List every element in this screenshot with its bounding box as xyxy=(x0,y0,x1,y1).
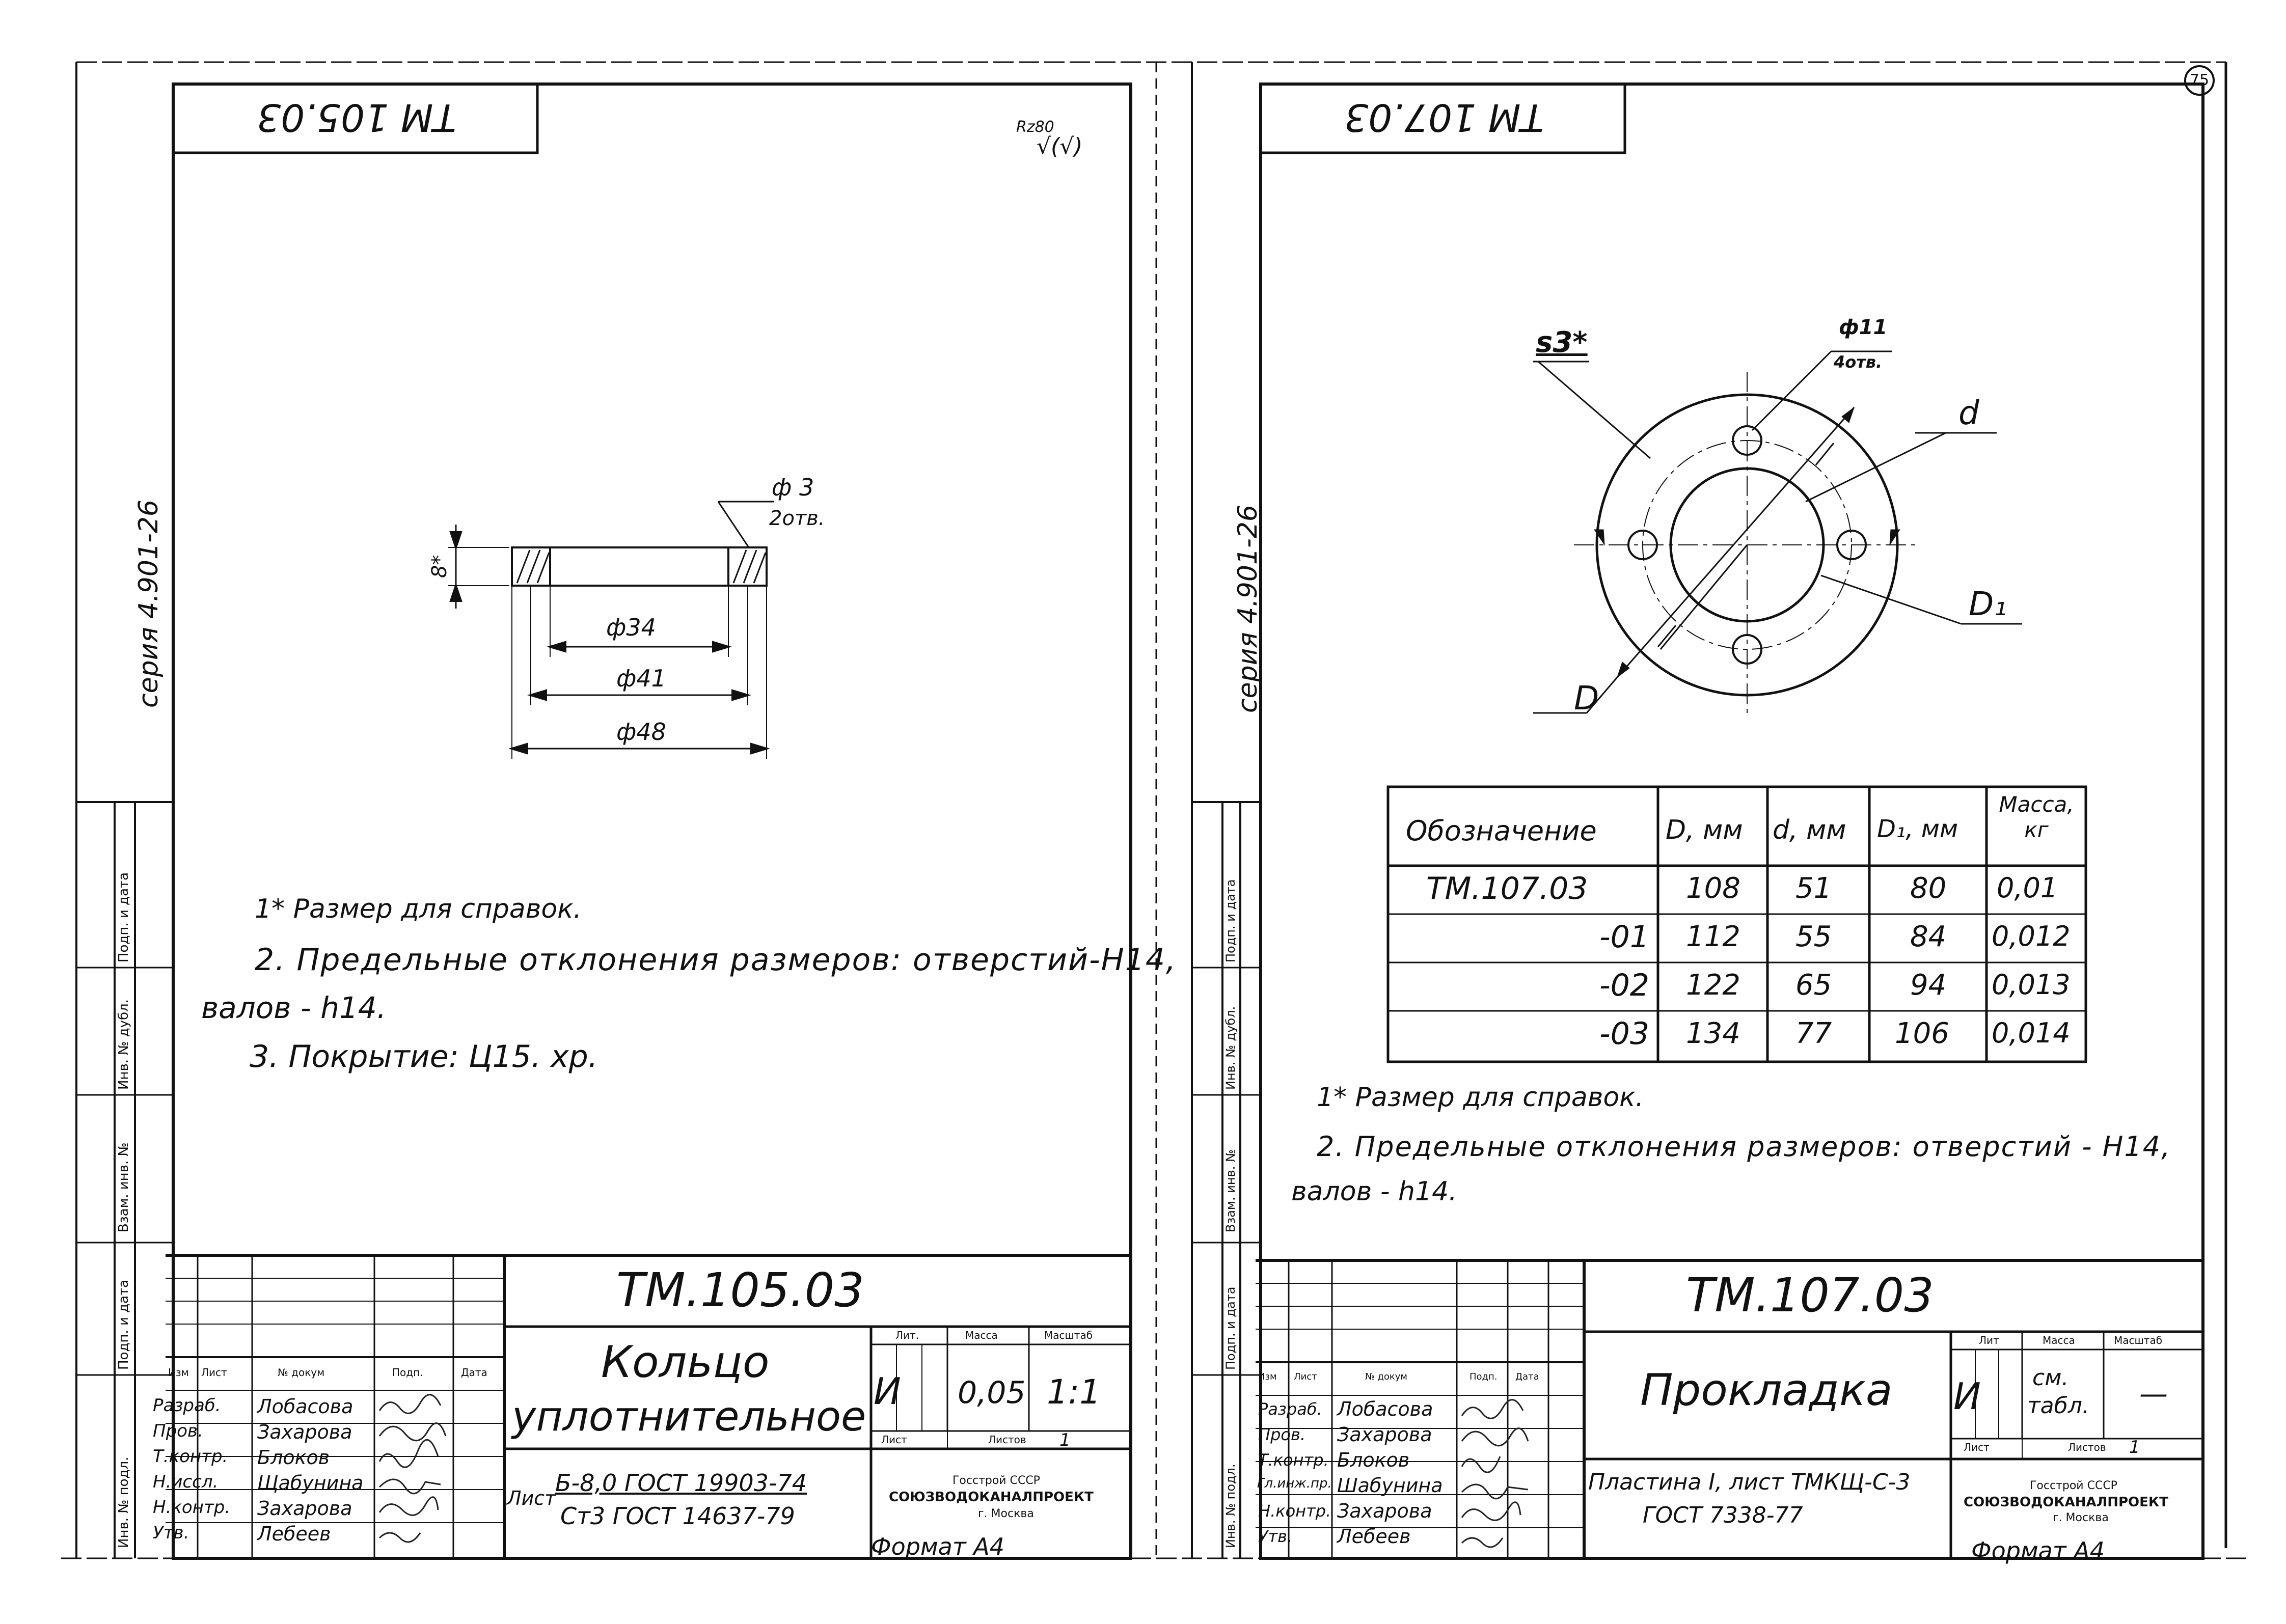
left-tb-role-0: Разраб. xyxy=(153,1395,221,1416)
left-note-3: 3. Покрытие: Ц15. хр. xyxy=(250,1039,598,1075)
right-label-d: d xyxy=(1958,395,1979,432)
table-row-2-D1: 94 xyxy=(1910,969,1947,1002)
left-tb-role-1: Пров. xyxy=(153,1421,203,1441)
table-row-1-D1: 84 xyxy=(1910,920,1947,953)
left-tb-name-row-1: Захарова xyxy=(257,1421,352,1443)
right-label-D: D xyxy=(1574,680,1599,718)
left-tb-role-4: Н.контр. xyxy=(153,1497,231,1518)
right-tb-role-3: Гл.инж.пр. xyxy=(1257,1476,1332,1491)
left-tb-material-prefix: Лист xyxy=(507,1487,556,1509)
right-tb-col-list: Лист xyxy=(1294,1371,1317,1382)
left-tb-col-izm: Изм xyxy=(168,1366,189,1379)
right-tb-name-row-5: Лебеев xyxy=(1337,1525,1411,1548)
right-tb-role-4: Н.контр. xyxy=(1258,1501,1331,1521)
left-tb-mass-value: 0,05 xyxy=(958,1375,1026,1411)
left-tb-code: ТМ.105.03 xyxy=(616,1263,864,1317)
right-side-label-2: Взам. инв. № xyxy=(1223,1149,1238,1232)
left-side-label-2: Взам. инв. № xyxy=(116,1142,131,1232)
right-tb-role-0: Разраб. xyxy=(1258,1399,1322,1419)
left-tb-sheets-value: 1 xyxy=(1059,1430,1071,1450)
left-series-label: серия 4.901-26 xyxy=(133,500,164,708)
table-row-2-D: 122 xyxy=(1686,969,1740,1002)
right-tb-material-2: ГОСТ 7338-77 xyxy=(1643,1502,1803,1528)
right-tb-role-2: Т.контр. xyxy=(1258,1450,1329,1470)
right-tb-role-1: Пров. xyxy=(1258,1425,1305,1444)
left-tb-col-date: Дата xyxy=(461,1366,487,1379)
left-side-label-3: Инв. № дубл. xyxy=(116,999,131,1090)
right-series-label: серия 4.901-26 xyxy=(1233,505,1263,713)
left-tb-role-3: Н.иссл. xyxy=(153,1472,219,1492)
table-header-mass: Масса, кг xyxy=(1999,792,2074,842)
right-top-code: ТМ 107.03 xyxy=(1344,95,1544,139)
left-note-2: 2. Предельные отклонения размеров: отверстий-Н14, xyxy=(255,942,1177,978)
left-format-label: Формат А4 xyxy=(871,1533,1004,1560)
left-tb-col-sign: Подп. xyxy=(392,1366,423,1379)
table-row-1-d: 55 xyxy=(1795,920,1832,953)
right-side-label-1: Подп. и дата xyxy=(1223,1286,1238,1370)
right-tb-name-row-3: Шабунина xyxy=(1337,1474,1443,1497)
left-tb-org-1: Госстрой СССР xyxy=(953,1474,1040,1487)
left-tb-col-list: Лист xyxy=(201,1366,227,1379)
right-tb-sheets-value: 1 xyxy=(2129,1437,2140,1457)
left-tb-role-2: Т.контр. xyxy=(153,1446,228,1467)
right-tb-name-row-1: Захарова xyxy=(1337,1423,1432,1446)
left-dim-hole-count: 2отв. xyxy=(769,507,825,530)
table-header-D: D, мм xyxy=(1666,815,1743,845)
right-label-hole-count: 4отв. xyxy=(1834,352,1883,372)
left-tb-name-row-5: Лебеев xyxy=(257,1523,331,1545)
right-tb-col-izm: Изм xyxy=(1258,1371,1277,1382)
right-tb-mass-label: Масса xyxy=(2043,1334,2075,1346)
left-note-1: 1* Размер для справок. xyxy=(255,894,582,924)
right-label-s3: s3* xyxy=(1536,326,1588,359)
left-tb-sheet-label: Лист xyxy=(881,1434,907,1446)
table-row-0-mass: 0,01 xyxy=(1997,872,2058,904)
right-tb-org-2: СОЮЗВОДОКАНАЛПРОЕКТ xyxy=(1964,1495,2168,1510)
right-tb-name-row-2: Блоков xyxy=(1337,1449,1410,1471)
right-note-1: 1* Размер для справок. xyxy=(1317,1082,1644,1113)
table-row-0-designation: ТМ.107.03 xyxy=(1426,871,1588,906)
right-tb-scale-label: Масштаб xyxy=(2114,1334,2163,1346)
left-dim-thickness: 8* xyxy=(428,555,451,578)
right-format-label: Формат А4 xyxy=(1971,1537,2105,1564)
left-side-label-0: Инв. № подл. xyxy=(116,1456,131,1548)
left-tb-name-row-2: Блоков xyxy=(257,1446,330,1469)
left-tb-name-row-3: Щабунина xyxy=(257,1472,364,1494)
table-row-0-D1: 80 xyxy=(1910,872,1947,905)
right-tb-code: ТМ.107.03 xyxy=(1686,1268,1934,1323)
table-row-0-d: 51 xyxy=(1795,872,1832,905)
left-tb-lit-value: И xyxy=(874,1370,901,1413)
right-tb-name: Прокладка xyxy=(1640,1365,1893,1416)
right-side-label-3: Инв. № дубл. xyxy=(1223,1006,1238,1090)
roughness-symbol-sub: √(√) xyxy=(1037,133,1083,159)
left-tb-mass-label: Масса xyxy=(965,1329,998,1341)
right-tb-sheet-label: Лист xyxy=(1964,1441,1990,1453)
table-row-3-D: 134 xyxy=(1686,1017,1740,1050)
left-dim-d41: ф41 xyxy=(616,665,666,692)
left-dim-hole: ф 3 xyxy=(772,474,814,501)
left-tb-org-2: СОЮЗВОДОКАНАЛПРОЕКТ xyxy=(889,1490,1094,1505)
left-dim-d34: ф34 xyxy=(606,614,656,641)
right-label-hole: ф11 xyxy=(1839,316,1888,339)
right-tb-col-sign: Подп. xyxy=(1469,1371,1498,1382)
left-tb-col-doc: № докум xyxy=(278,1366,325,1379)
right-tb-scale-value: — xyxy=(2139,1378,2168,1411)
right-tb-org-3: г. Москва xyxy=(2053,1511,2109,1524)
right-tb-sheets-label: Листов xyxy=(2068,1441,2106,1453)
right-tb-mass-value-2: табл. xyxy=(2027,1393,2089,1419)
left-tb-material-2: Ст3 ГОСТ 14637-79 xyxy=(560,1502,795,1530)
table-row-1-mass: 0,012 xyxy=(1992,920,2071,952)
table-header-d: d, мм xyxy=(1773,815,1846,845)
left-tb-role-5: Утв. xyxy=(153,1523,189,1543)
left-tb-org-3: г. Москва xyxy=(978,1507,1034,1520)
table-row-3-d: 77 xyxy=(1795,1017,1832,1050)
left-top-code: ТМ 105.03 xyxy=(257,95,456,139)
left-tb-name-2: уплотнительное xyxy=(512,1393,866,1440)
right-tb-name-row-4: Захарова xyxy=(1337,1500,1432,1522)
table-row-3-designation: -03 xyxy=(1599,1016,1649,1052)
left-tb-lit-label: Лит. xyxy=(895,1329,919,1341)
table-row-0-D: 108 xyxy=(1686,872,1740,905)
right-side-label-0: Инв. № подл. xyxy=(1223,1464,1238,1548)
right-tb-role-5: Утв. xyxy=(1258,1527,1293,1546)
table-row-3-mass: 0,014 xyxy=(1992,1017,2071,1049)
left-side-label-4: Подп. и дата xyxy=(116,872,131,962)
table-row-2-designation: -02 xyxy=(1599,968,1649,1003)
right-side-label-4: Подп. и дата xyxy=(1223,879,1238,962)
right-tb-name-0: Лобасова xyxy=(1337,1398,1433,1420)
right-tb-lit-value: И xyxy=(1953,1375,1981,1418)
table-row-3-D1: 106 xyxy=(1895,1017,1949,1050)
left-tb-scale-value: 1:1 xyxy=(1047,1372,1101,1412)
left-tb-material-1: Б-8,0 ГОСТ 19903-74 xyxy=(555,1469,807,1497)
right-note-2: 2. Предельные отклонения размеров: отверстий - Н14, xyxy=(1317,1131,2171,1163)
left-dim-d48: ф48 xyxy=(616,718,666,746)
left-tb-name-1: Кольцо xyxy=(601,1337,770,1388)
left-side-label-1: Подп. и дата xyxy=(116,1279,131,1370)
left-tb-name-row-4: Захарова xyxy=(257,1497,352,1520)
table-row-2-d: 65 xyxy=(1795,969,1832,1002)
right-tb-lit-label: Лит xyxy=(1979,1334,1999,1346)
roughness-symbol: Rz80 xyxy=(1016,118,1054,136)
right-tb-col-date: Дата xyxy=(1515,1371,1539,1382)
table-header-D1: D₁, мм xyxy=(1877,815,1958,843)
left-note-2b: валов - h14. xyxy=(201,990,387,1025)
sheet-stamp-number: 75 xyxy=(2189,71,2210,89)
right-note-2b: валов - h14. xyxy=(1291,1176,1457,1207)
left-tb-scale-label: Масштаб xyxy=(1044,1329,1093,1341)
left-tb-name-0: Лобасова xyxy=(257,1395,353,1418)
right-label-D1: D₁ xyxy=(1969,586,2007,623)
table-row-2-mass: 0,013 xyxy=(1992,969,2071,1001)
right-tb-mass-value-1: см. xyxy=(2032,1365,2069,1391)
table-row-1-designation: -01 xyxy=(1599,919,1649,955)
left-tb-sheets-label: Листов xyxy=(988,1434,1026,1446)
right-tb-org-1: Госстрой СССР xyxy=(2030,1479,2117,1492)
right-tb-material-1: Пластина I, лист ТМКЩ-С-3 xyxy=(1588,1469,1911,1495)
right-tb-col-doc: № докум xyxy=(1365,1371,1408,1382)
table-header-designation: Обозначение xyxy=(1406,815,1597,847)
table-row-1-D: 112 xyxy=(1686,920,1740,953)
